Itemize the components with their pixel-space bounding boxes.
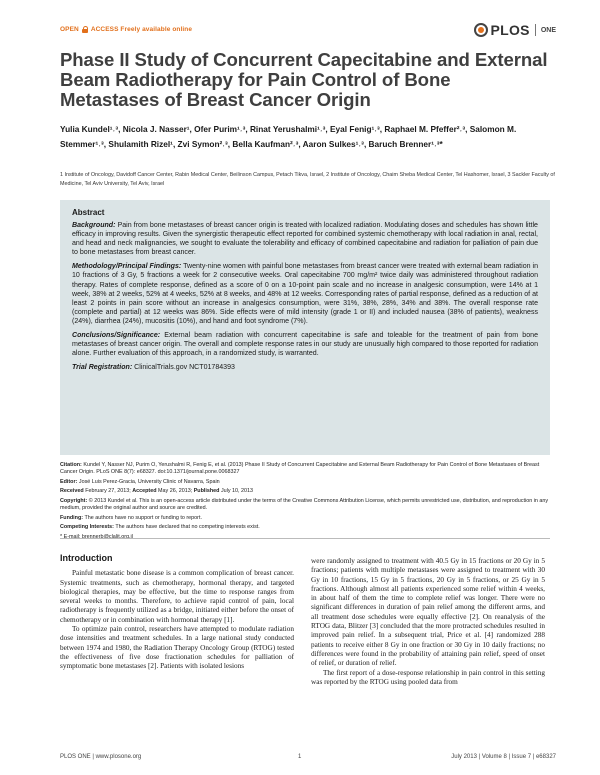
author-list: Yulia Kundel¹˒³, Nicola J. Nasser¹, Ofer Purim¹˒³, Rinat Yerushalmi¹˒³, Eyal Fenig¹˒³, Raphael M. Pfeffer²˒³, Salomon M. Stemmer¹˒³, Shulamith Rizel¹, Zvi Symon²˒³, Bella Kaufman²˒³, Aaron Sulkes¹˒³, Baruch Brenner¹˒³* — [60, 124, 517, 149]
trial-registration-link[interactable]: ClinicalTrials.gov NCT01784393 — [134, 364, 235, 372]
methods-text: Twenty-nine women with painful bone metastases from breast cancer were treated with external beam radiation in 10 fractions of 3 Gy, 5 fractions a week for 2 consecutive weeks. Oral capecitabine 700 mg/m² twice daily was administered throughout radiation therapy. Rates of complete response, defined as a score of 0 on a 10-point pain scale and no increase in analgesic consumption, were 14% at 1 week, 38% at 2 weeks, 52% at 4 weeks, 52% at 8 weeks, and 48% at 12 weeks. Corresponding rates of partial response, defined as a reduction of at least 2 points in pain score without an increase in analgesics consumption, were 31%, 38%, 28%, 34% and 38%. The overall response rate (complete and partial) at 12 weeks was 86%. Side effects were of mild intensity (grade 1 or II) and included nausea (38% of patients), weakness (24%), diarrhea (24%), mucositis (10%), and hand and foot syndrome (7%). — [72, 263, 538, 325]
funding-text: The authors have no support or funding to report. — [84, 514, 202, 521]
intro-paragraph-1: Painful metastatic bone disease is a common complication of breast cancer. Systemic treatments, such as chemotherapy, hormonal therapy, and targeted biological therapies, may be effective, but the time to response ranges from several weeks to months. Therefore, to achieve rapid control of pain, local radiotherapy is frequently utilized as a bridge, initiated either before the onset of chemotherapy or in combination with hormonal therapy [1]. — [60, 569, 294, 624]
open-label: OPEN — [60, 26, 79, 33]
accepted-date: May 26, 2013; — [158, 488, 193, 495]
abstract-conclusions — [72, 331, 538, 358]
article-metadata — [60, 462, 550, 543]
body-column-left — [60, 554, 294, 672]
copyright-label: Copyright: — [60, 497, 88, 504]
abstract-background — [72, 221, 538, 257]
page-header — [60, 22, 556, 42]
methods-label: Methodology/Principal Findings: — [72, 263, 182, 271]
editor-text: José Luis Perez-Gracia, University Clinic of Navarra, Spain — [78, 478, 220, 485]
funding — [60, 515, 550, 522]
abstract-box — [60, 200, 550, 455]
logo-divider — [535, 24, 536, 36]
copyright-text: © 2013 Kundel et al. This is an open-access article distributed under the terms of the Creative Commons Attribution License, which permits unrestricted use, distribution, and reproduction in any medium, provided the original author and source are credited. — [60, 497, 549, 512]
brand-name: PLOS — [490, 22, 530, 38]
conclusions-label: Conclusions/Significance: — [72, 332, 161, 340]
editor — [60, 479, 550, 486]
plos-logo-icon — [474, 23, 488, 37]
copyright — [60, 498, 550, 513]
footer-issue-info: July 2013 | Volume 8 | Issue 7 | e68327 — [451, 754, 556, 760]
dates — [60, 488, 550, 495]
published-label: Published — [193, 488, 220, 495]
editor-label: Editor: — [60, 478, 78, 485]
conclusions-text: External beam radiation with concurrent capecitabine is safe and toleable for the treatment of pain from bone metastases of breast cancer origin. The overall and complete response rates in our study are unusually high compared to those reported for radiation alone. Further evaluation of this approach, in a randomized study, is warranted. — [72, 332, 538, 358]
received-label: Received — [60, 488, 84, 495]
introduction-heading: Introduction — [60, 553, 113, 563]
background-text: Pain from bone metastases of breast cancer origin is treated with localized radiation. Modulating doses and schedules has shown little efficacy in improving results. Given the synergistic therapeutic effect reported for combined systemic chemotherapy with local radiation in anal, rectal, and head and neck malignancies, we sought to evaluate the tolerability and efficacy of combined capecitabine and radiation for palliation of pain due to bone metastases from breast cancer. — [72, 222, 538, 257]
article-title: Phase II Study of Concurrent Capecitabine and External Beam Radiotherapy for Pain Control of Bone Metastases of Breast Cancer Origin — [60, 49, 548, 110]
published-date: July 10, 2013 — [220, 488, 254, 495]
affiliations: 1 Institute of Oncology, Davidoff Cancer Center, Rabin Medical Center, Beilinson Campus, Petach Tikva, Israel, 2 Institute of Oncology, Chaim Sheba Medical Center, Tel Hashomer, Israel, 3 Sackler Faculty of Medicine, Tel Aviv University, Tel Aviv, Israel — [60, 172, 555, 187]
citation — [60, 462, 550, 477]
received-date: February 27, 2013; — [85, 488, 131, 495]
citation-label: Citation: — [60, 462, 82, 468]
competing-text: The authors have declared that no competing interests exist. — [115, 524, 260, 531]
background-label: Background: — [72, 222, 116, 229]
footer-journal-url[interactable]: PLOS ONE | www.plosone.org — [60, 754, 142, 760]
accepted-label: Accepted — [132, 488, 157, 495]
intro-paragraph-3: The first report of a dose-response relationship in pain control in this setting was reported by the RTOG using pooled data from — [311, 668, 545, 686]
section-divider — [60, 538, 550, 539]
abstract-heading: Abstract — [72, 208, 105, 217]
open-access-badge — [60, 26, 192, 33]
intro-paragraph-2: To optimize pain control, researchers have attempted to modulate radiation dose intensities and treatment schedules. In a large national study conducted between 1974 and 1980, the Radiation Therapy Oncology Group (RTOG) tested the effectiveness of five dose fractionation schedules for palliation of symptomatic bone metastases [2]. Patients with isolated lesions — [60, 625, 294, 671]
body-column-right — [311, 557, 545, 687]
competing-label: Competing Interests: — [60, 524, 114, 531]
access-label: ACCESS Freely available online — [90, 26, 193, 33]
trial-label: Trial Registration: — [72, 364, 133, 372]
journal-logo[interactable] — [474, 22, 557, 38]
corresponding-email[interactable]: * E-mail: brennerb@clalit.org.il — [60, 533, 133, 540]
funding-label: Funding: — [60, 514, 84, 521]
competing-interests — [60, 524, 550, 531]
citation-text: Kundel Y, Nasser NJ, Purim O, Yerushalmi R, Fenig E, et al. (2013) Phase II Study of Concurrent Capecitabine and External Beam Radiotherapy for Pain Control of Bone Metastases of Breast Cancer Origin. PLoS ONE 8(7): e68327. doi:10.1371/journal.pone.0068327 — [60, 462, 540, 476]
intro-paragraph-continued: were randomly assigned to treatment with 40.5 Gy in 15 fractions or 20 Gy in 5 fractions; patients with multiple metastases were assigned to treatment with 30 Gy in 10 fractions, 15 Gy in 5 fractions, 20 Gy in 5 fractions, or 25 Gy in 5 fractions. Although almost all patients experienced some relief within 4 weeks, in about half of them the time to complete relief was longer. There were no significant differences in duration of pain relief among the different arms, and all treatment dose schedules were equally effective [2]. On reanalysis of the RTOG data, Blitzer [3] concluded that the more protracted schedules resulted in improved pain relief. In a subsequent trial, Price et al. [4] randomized 288 patients to receive either 8 Gy in one fraction or 30 Gy in 10 daily fractions; no differences were found in the probability of attaining pain relief, speed of onset of relief, or duration of relief. — [311, 557, 545, 668]
abstract-methods — [72, 262, 538, 326]
journal-name: ONE — [540, 26, 556, 34]
open-lock-icon — [82, 26, 88, 33]
page-number: 1 — [298, 754, 302, 760]
abstract-trial — [72, 363, 538, 372]
